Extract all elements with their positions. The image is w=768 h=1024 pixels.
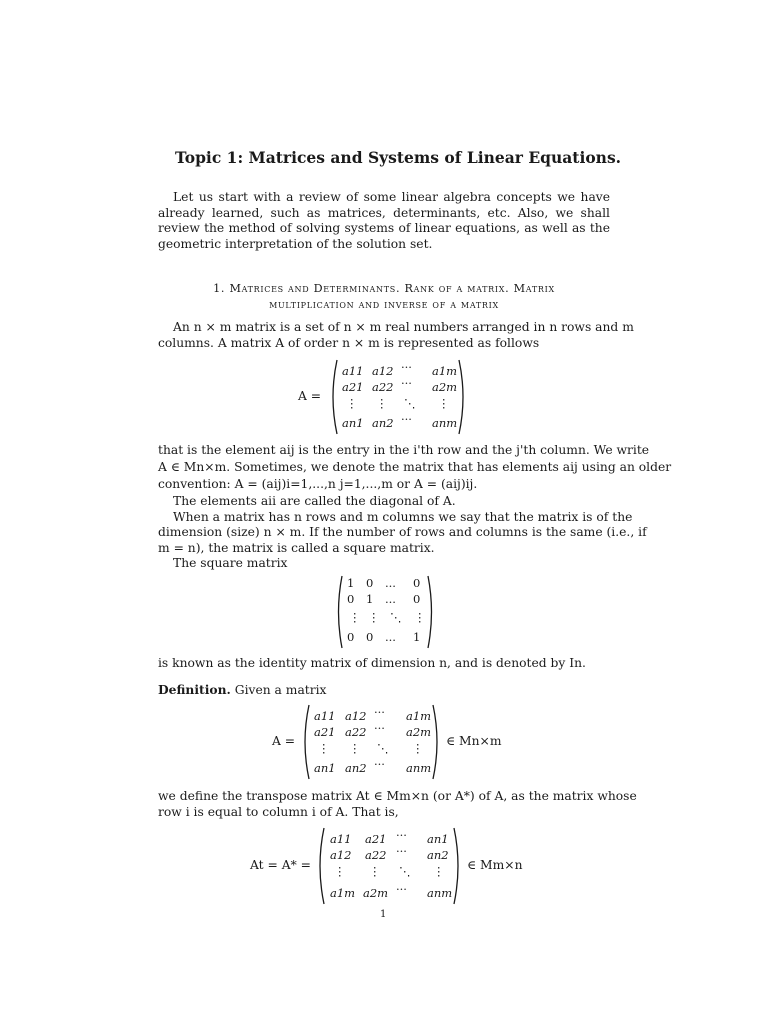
intro-line: solving systems of linear equations, as well as the geometric interpretation of the bbox=[158, 221, 610, 251]
transpose-matrix bbox=[315, 826, 463, 906]
matrix-cell: an1 bbox=[314, 761, 336, 775]
matrix-cell: ... bbox=[385, 630, 396, 644]
matrix-cell: a21 bbox=[342, 380, 364, 394]
matrix-cell: 1 bbox=[413, 630, 421, 644]
matrix-cell: ··· bbox=[374, 705, 385, 719]
text-line: row i is equal to column i of A. That is, bbox=[158, 805, 399, 819]
text-line: we define the transpose matrix At ∈ Mm×n (or A*) of A, as the matrix whose bbox=[158, 789, 637, 803]
matrix-cell: ⋮ bbox=[369, 864, 381, 878]
matrix-cell: a2m bbox=[363, 886, 389, 900]
matrix-cell: ⋮ bbox=[318, 741, 330, 755]
text-line: columns. A matrix A of order n × m is represented as follows bbox=[158, 336, 540, 350]
matrix-cell: ⋮ bbox=[334, 864, 346, 878]
matrix-cell: a11 bbox=[342, 364, 364, 378]
matrix-cell: ⋮ bbox=[438, 396, 450, 410]
matrix-cell: ⋱ bbox=[390, 610, 402, 624]
matrix-cell: ⋱ bbox=[404, 396, 416, 410]
text-line: The elements aii are called the diagonal of A. bbox=[173, 494, 456, 508]
matrix-cell: ··· bbox=[374, 757, 385, 771]
matrix-suffix: ∈ Mn×m bbox=[446, 734, 502, 748]
matrix-cell: a1m bbox=[432, 364, 458, 378]
matrix-cell: ⋮ bbox=[368, 610, 380, 624]
matrix-cell: an2 bbox=[372, 416, 394, 430]
matrix-cell: a22 bbox=[372, 380, 394, 394]
matrix-cell: ··· bbox=[401, 376, 412, 390]
matrix-cell: ··· bbox=[374, 721, 385, 735]
matrix-cell: 1 bbox=[347, 576, 355, 590]
intro-line: solution set. bbox=[356, 236, 433, 251]
definition-line bbox=[158, 682, 326, 697]
matrix-cell: an1 bbox=[427, 832, 449, 846]
matrix-cell: a1m bbox=[330, 886, 356, 900]
matrix-a-definition bbox=[300, 703, 442, 781]
matrix-cell: ... bbox=[385, 576, 396, 590]
intro-line: Let us start with a review of some linear algebra concepts we have already bbox=[158, 190, 610, 220]
text-line: When a matrix has n rows and m columns we say that the matrix is of the bbox=[173, 510, 633, 524]
text-line: convention: A = (aij)i=1,...,n j=1,...,m or A = (aij)ij. bbox=[158, 477, 478, 491]
matrix-cell: 0 bbox=[347, 630, 355, 644]
intro-line: learned, such as matrices, determinants, etc. Also, we shall review the method of bbox=[158, 205, 610, 236]
matrix-cell: 0 bbox=[347, 592, 355, 606]
text-line: An n × m matrix is a set of n × m real numbers arranged in n rows and m bbox=[173, 320, 634, 334]
matrix-cell: ··· bbox=[401, 360, 412, 374]
matrix-label: A = bbox=[272, 734, 296, 748]
matrix-cell: a11 bbox=[314, 709, 336, 723]
matrix-label: At = A* = bbox=[250, 858, 311, 872]
matrix-cell: a2m bbox=[432, 380, 458, 394]
matrix-cell: ⋮ bbox=[346, 396, 358, 410]
matrix-cell: ⋮ bbox=[349, 741, 361, 755]
identity-matrix bbox=[334, 574, 436, 650]
definition-text: Given a matrix bbox=[234, 683, 327, 697]
matrix-cell: anm bbox=[427, 886, 453, 900]
matrix-cell: a1m bbox=[406, 709, 432, 723]
matrix-cell: a22 bbox=[365, 848, 387, 862]
matrix-cell: ··· bbox=[396, 828, 407, 842]
matrix-cell: an2 bbox=[427, 848, 449, 862]
matrix-cell: ⋱ bbox=[377, 741, 389, 755]
matrix-cell: 1 bbox=[366, 592, 374, 606]
matrix-cell: an2 bbox=[345, 761, 367, 775]
matrix-cell: a11 bbox=[330, 832, 352, 846]
matrix-cell: a12 bbox=[372, 364, 394, 378]
matrix-cell: ··· bbox=[396, 882, 407, 896]
matrix-cell: a12 bbox=[330, 848, 352, 862]
section-heading-line: multiplication and inverse of a matrix bbox=[269, 298, 499, 311]
matrix-cell: anm bbox=[406, 761, 432, 775]
text-line: is known as the identity matrix of dimension n, and is denoted by In. bbox=[158, 656, 586, 670]
section-heading bbox=[158, 281, 610, 313]
matrix-cell: 0 bbox=[366, 576, 374, 590]
matrix-cell: ⋮ bbox=[412, 741, 424, 755]
page-number: 1 bbox=[380, 909, 387, 920]
matrix-cell: 0 bbox=[413, 592, 421, 606]
matrix-cell: ⋮ bbox=[349, 610, 361, 624]
text-line: The square matrix bbox=[173, 556, 288, 570]
matrix-a bbox=[328, 358, 468, 436]
matrix-cell: ··· bbox=[401, 412, 412, 426]
matrix-cell: a22 bbox=[345, 725, 367, 739]
matrix-cell: an1 bbox=[342, 416, 364, 430]
matrix-suffix: ∈ Mm×n bbox=[467, 858, 523, 872]
matrix-cell: ··· bbox=[396, 844, 407, 858]
matrix-cell: ⋮ bbox=[414, 610, 426, 624]
matrix-cell: anm bbox=[432, 416, 458, 430]
matrix-cell: a21 bbox=[365, 832, 387, 846]
matrix-cell: ⋱ bbox=[399, 864, 411, 878]
matrix-cell: a2m bbox=[406, 725, 432, 739]
page-title: Topic 1: Matrices and Systems of Linear Equations. bbox=[175, 148, 622, 167]
matrix-cell: ... bbox=[385, 592, 396, 606]
matrix-cell: 0 bbox=[366, 630, 374, 644]
matrix-label: A = bbox=[298, 389, 322, 403]
matrix-cell: 0 bbox=[413, 576, 421, 590]
intro-paragraph bbox=[158, 190, 610, 252]
text-line: m = n), the matrix is called a square matrix. bbox=[158, 541, 435, 555]
definition-label: Definition. bbox=[158, 682, 231, 697]
text-line: that is the element aij is the entry in the i'th row and the j'th column. We write bbox=[158, 443, 650, 457]
text-line: A ∈ Mn×m. Sometimes, we denote the matrix that has elements aij using an older bbox=[158, 460, 672, 474]
matrix-cell: a21 bbox=[314, 725, 336, 739]
matrix-cell: ⋮ bbox=[376, 396, 388, 410]
matrix-cell: ⋮ bbox=[433, 864, 445, 878]
matrix-cell: a12 bbox=[345, 709, 367, 723]
section-heading-line: 1. Matrices and Determinants. Rank of a matrix. Matrix bbox=[213, 282, 555, 295]
text-line: dimension (size) n × m. If the number of rows and columns is the same (i.e., if bbox=[158, 525, 647, 539]
